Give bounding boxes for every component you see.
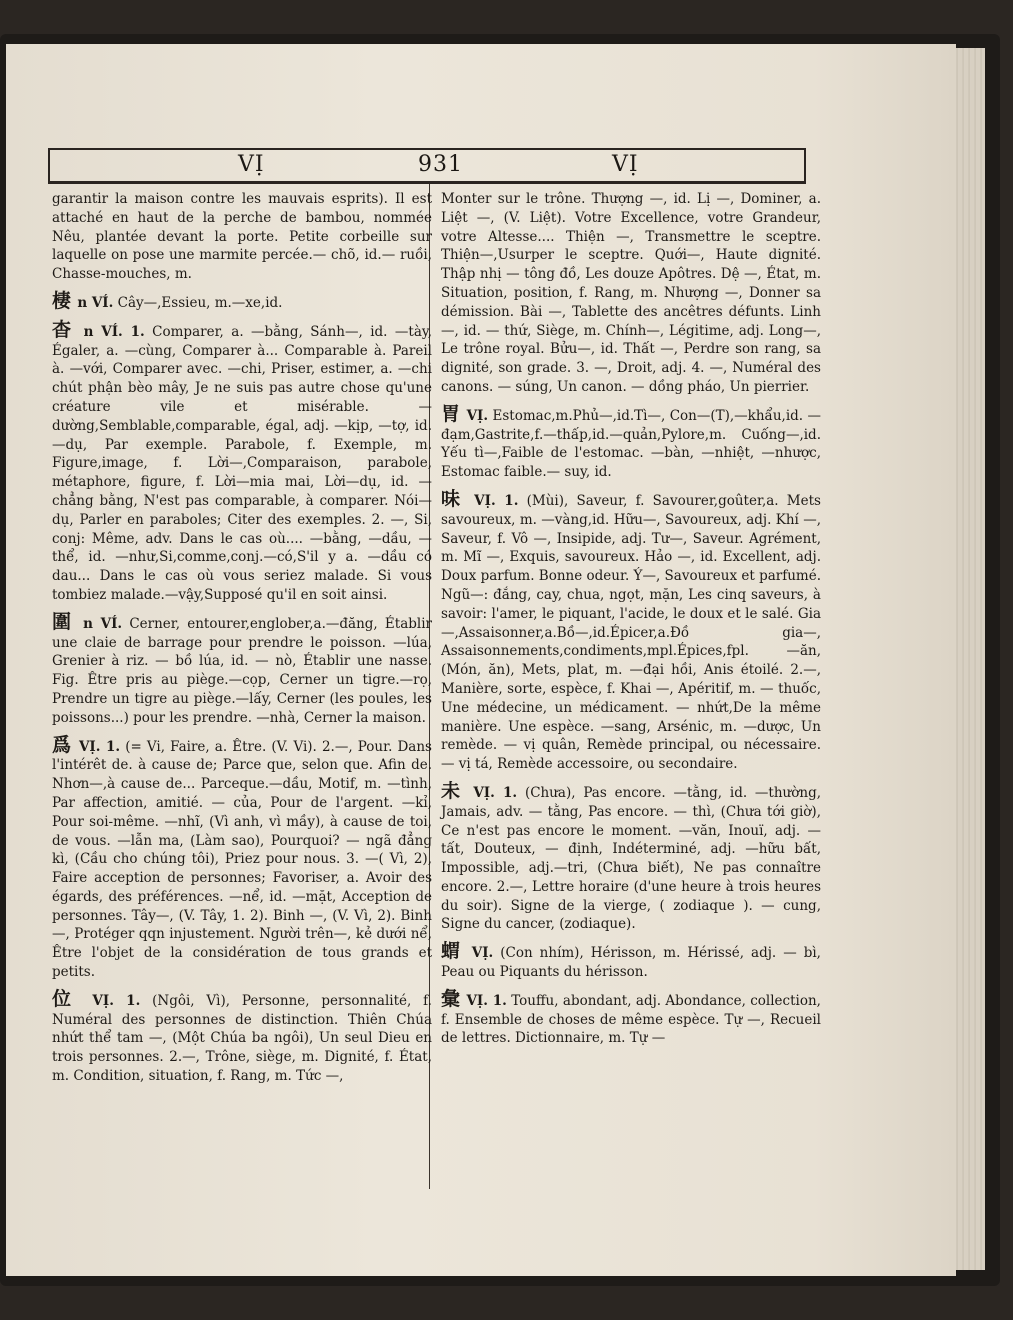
dictionary-entry bbox=[52, 318, 433, 605]
left-column bbox=[52, 190, 432, 1094]
entry-headword: n VÍ. bbox=[77, 294, 114, 311]
page-number: 931 bbox=[418, 152, 463, 177]
dictionary-entry bbox=[441, 987, 821, 1048]
entry-character: 胃 bbox=[441, 402, 461, 425]
dictionary-entry bbox=[441, 402, 821, 482]
header-right-word: VỊ bbox=[612, 152, 639, 177]
entry-headword: n VÍ. 1. bbox=[83, 323, 145, 340]
dictionary-entry bbox=[441, 942, 821, 982]
entry-character: 味 bbox=[441, 487, 464, 510]
entry-text: (= Vi, Faire, a. Être. (V. Vi). 2.—, Pour. Dans l'intérêt de. à cause de; Parce que, selon que. Afin de. Nhơn—,à cause de... Parceque.—dầu, Motif, m. —tình, Par affection, amitié. — của, Pour de l'argent. —kỉ, Pour soi-même. —nhĩ, (Vì anh, vì mầy), à cause de toi, de vous. —lẫn ma, (Làm sao), Pourquoi? — ngã đẳng kì, (Cầu cho chúng tôi), Priez pour nous. 3. —( Vì, 2), Faire acception de personnes; Favoriser, a. Avoir des égards, des préférences. —nể, id. —mặt, Acception de personnes. Tây—, (V. Tây, 1. 2). Binh —, (V. Vì, 2). Binh—, Protéger qqn injustement. Người trên—, kẻ dưới nể, Être l'objet de la considération de tous grands et petits. bbox=[52, 738, 432, 981]
entry-text: Cây—,Essieu, m.—xe,id. bbox=[117, 294, 283, 311]
entry-text: Monter sur le trône. Thượng —, id. Lị —, Dominer, a. Liệt —, (V. Liệt). Votre Excellence, votre Grandeur, votre Altesse.... Thiện —, Transmettre le sceptre. Thiện—,Usurper le sceptre. Quới—, Haute dignité. Thập nhị — tông đồ, Les douze Apôtres. Dệ —, État, m. Situation, position, f. Rang, m. Nhượng —, Donner sa démission. Bài —, Tablette des ancêtres défunts. Linh —, id. — thứ, Siège, m. Chính—, Légitime, adj. Long—, Le trône royal. Bửu—, id. Thất —, Perdre son rang, sa dignité, son grade. 3. —, Droit, adj. 4. —, Numéral des canons. — súng, Un canon. — dồng pháo, Un pierrier. bbox=[441, 191, 821, 395]
entry-text: Comparer, a. —bằng, Sánh—, id. —tày, Égaler, a. —cùng, Comparer à... Comparable à. Pareil à. —với, Comparer avec. —chi, Priser, estimer, a. —chi chút phận bèo mây, Je ne suis pas autre chose qu'une créature vile et misérable. —dường,Semblable,comparable, égal, adj. —kịp, —tợ, id. —dụ, Par exemple. Parabole, f. Exemple, m. Figure,image, f. Lời—,Comparaison, parabole, métaphore, figure, f. Lời—mia mai, Lời—dụ, id. —chẳng bằng, N'est pas comparable, à comparer. Nói—dụ, Parler en paraboles; Citer des exemples. 2. —, Si, conj: Même, adv. Dans le cas où.... —bằng, —dầu, —thể, id. —như,Si,comme,conj.—có,S'il y a. —dầu có dau... Dans le cas où vous seriez malade. Si vous tombiez malade.—vậy,Supposé qu'il en soit ainsi. bbox=[52, 323, 433, 603]
entry-headword: VỊ. 1. bbox=[466, 992, 507, 1009]
entry-character: 位 bbox=[52, 987, 79, 1010]
entry-headword: VỊ. bbox=[466, 407, 489, 424]
dictionary-entry bbox=[441, 487, 821, 774]
entry-character: 未 bbox=[441, 779, 464, 802]
entry-headword: VỊ. bbox=[471, 945, 494, 962]
dictionary-entry bbox=[441, 190, 821, 397]
running-header bbox=[48, 148, 806, 184]
entry-text: (Chưa), Pas encore. —tằng, id. —thường, Jamais, adv. — tằng, Pas encore. — thì, (Chưa tới giờ), Ce n'est pas encore le moment. —văn, Inouï, adj. — tất, Douteux, — định, Indéterminé, adj. —hữu bất, Impossible, adj.—tri, (Chưa biết), Ne pas connaître encore. 2.—, Lettre horaire (d'une heure à trois heures du soir). Signe de la vierge, ( zodiaque ). — cung, Signe du cancer, (zodiaque). bbox=[441, 784, 822, 933]
entry-text: (Mùi), Saveur, f. Savourer,goûter,a. Mets savoureux, m. —vàng,id. Hữu—, Savoureux, adj. Khí —, Saveur, f. Vô —, Insipide, adj. Tư—, Saveur. Agrément, m. Mĩ —, Exquis, savoureux. Hảo —, id. Excellent, adj. Doux parfum. Bonne odeur. Ý—, Savoureux et parfumé. Ngũ—: đắng, cay, chua, ngọt, mặn, Les cinq saveurs, à savoir: l'amer, le piquant, l'acide, le doux et le salé. Gia —,Assaisonner,a.Bồ—,id.Épicer,a.Đồ gia—, Assaisonnements,condiments,mpl.Épices,fpl. —ăn, (Món, ăn), Mets, plat, m. —đại hồi, Anis étoilé. 2.—, Manière, sorte, espèce, f. Khai —, Apéritif, m. — thuốc, Une médecine, un médicament. — nhứt,De la même manière. Une espèce. —sang, Arsénic, m. —dược, Un remède. — vị quân, Remède principal, ou nécessaire. — vị tá, Remède accessoire, ou secondaire. bbox=[441, 492, 821, 773]
entry-character: 棲 bbox=[52, 289, 72, 312]
entry-text: (Con nhím), Hérisson, m. Hérissé, adj. — bì, Peau ou Piquants du hérisson. bbox=[441, 945, 821, 981]
dictionary-entry bbox=[52, 610, 432, 728]
entry-text: Cerner, entourer,englober,a.—đăng, Établir une claie de barrage pour prendre le poisson. —lúa, Grenier à riz. — bồ lúa, id. — nò, Établir une nasse. Fig. Être pris au piège.—cọp, Cerner un tigre.—rọ, Prendre un tigre au piège.—lấy, Cerner (les poules, les poissons...) pour les prendre. —nhà, Cerner la maison. bbox=[52, 615, 432, 726]
entry-headword: VỊ. 1. bbox=[78, 738, 121, 755]
entry-text: Touffu, abondant, adj. Abondance, collection, f. Ensemble de choses de même espèce. Tự —, Recueil de lettres. Dictionnaire, m. Tự — bbox=[441, 992, 821, 1047]
entry-text: (Ngôi, Vì), Personne, personnalité, f. Numéral des personnes de distinction. Thiên Chúa nhứt thể tam —, (Một Chúa ba ngôi), Un seul Dieu en trois personnes. 2.—, Trône, siège, m. Dignité, f. État, m. Condition, situation, f. Rang, m. Tức —, bbox=[52, 992, 432, 1085]
entry-character: 蝟 bbox=[441, 940, 463, 963]
right-column bbox=[441, 190, 821, 1056]
entry-text: Estomac,m.Phủ—,id.Tì—, Con—(T),—khẩu,id. —đạm,Gastrite,f.—thấp,id.—quản,Pylore,m. Cuống—,id. Yếu tì—,Faible de l'estomac. —bàn, —nhiệt, —nhược, Estomac faible.— suy, id. bbox=[441, 407, 821, 481]
dictionary-entry bbox=[52, 190, 432, 284]
dictionary-entry bbox=[52, 987, 432, 1086]
entry-headword: VỊ. 1. bbox=[473, 784, 518, 801]
entry-text: garantir la maison contre les mauvais esprits). Il est attaché en haut de la perche de bambou, nommée Nêu, plantée devant la porte. Petite corbeille sur laquelle on pose une marmite percée.— chõ, id.— ruồi, Chasse-mouches, m. bbox=[52, 191, 432, 283]
entry-headword: VỊ. 1. bbox=[92, 992, 141, 1009]
entry-headword: n VÍ. bbox=[83, 615, 123, 632]
entry-headword: VỊ. 1. bbox=[474, 492, 519, 509]
entry-character: 爲 bbox=[52, 733, 72, 756]
entry-character: 彙 bbox=[441, 987, 461, 1010]
entry-character: 圍 bbox=[52, 610, 74, 633]
dictionary-entry bbox=[52, 289, 432, 313]
dictionary-entry bbox=[52, 733, 432, 982]
dictionary-entry bbox=[441, 779, 822, 934]
header-left-word: VỊ bbox=[238, 152, 265, 177]
entry-character: 杳 bbox=[52, 318, 75, 341]
